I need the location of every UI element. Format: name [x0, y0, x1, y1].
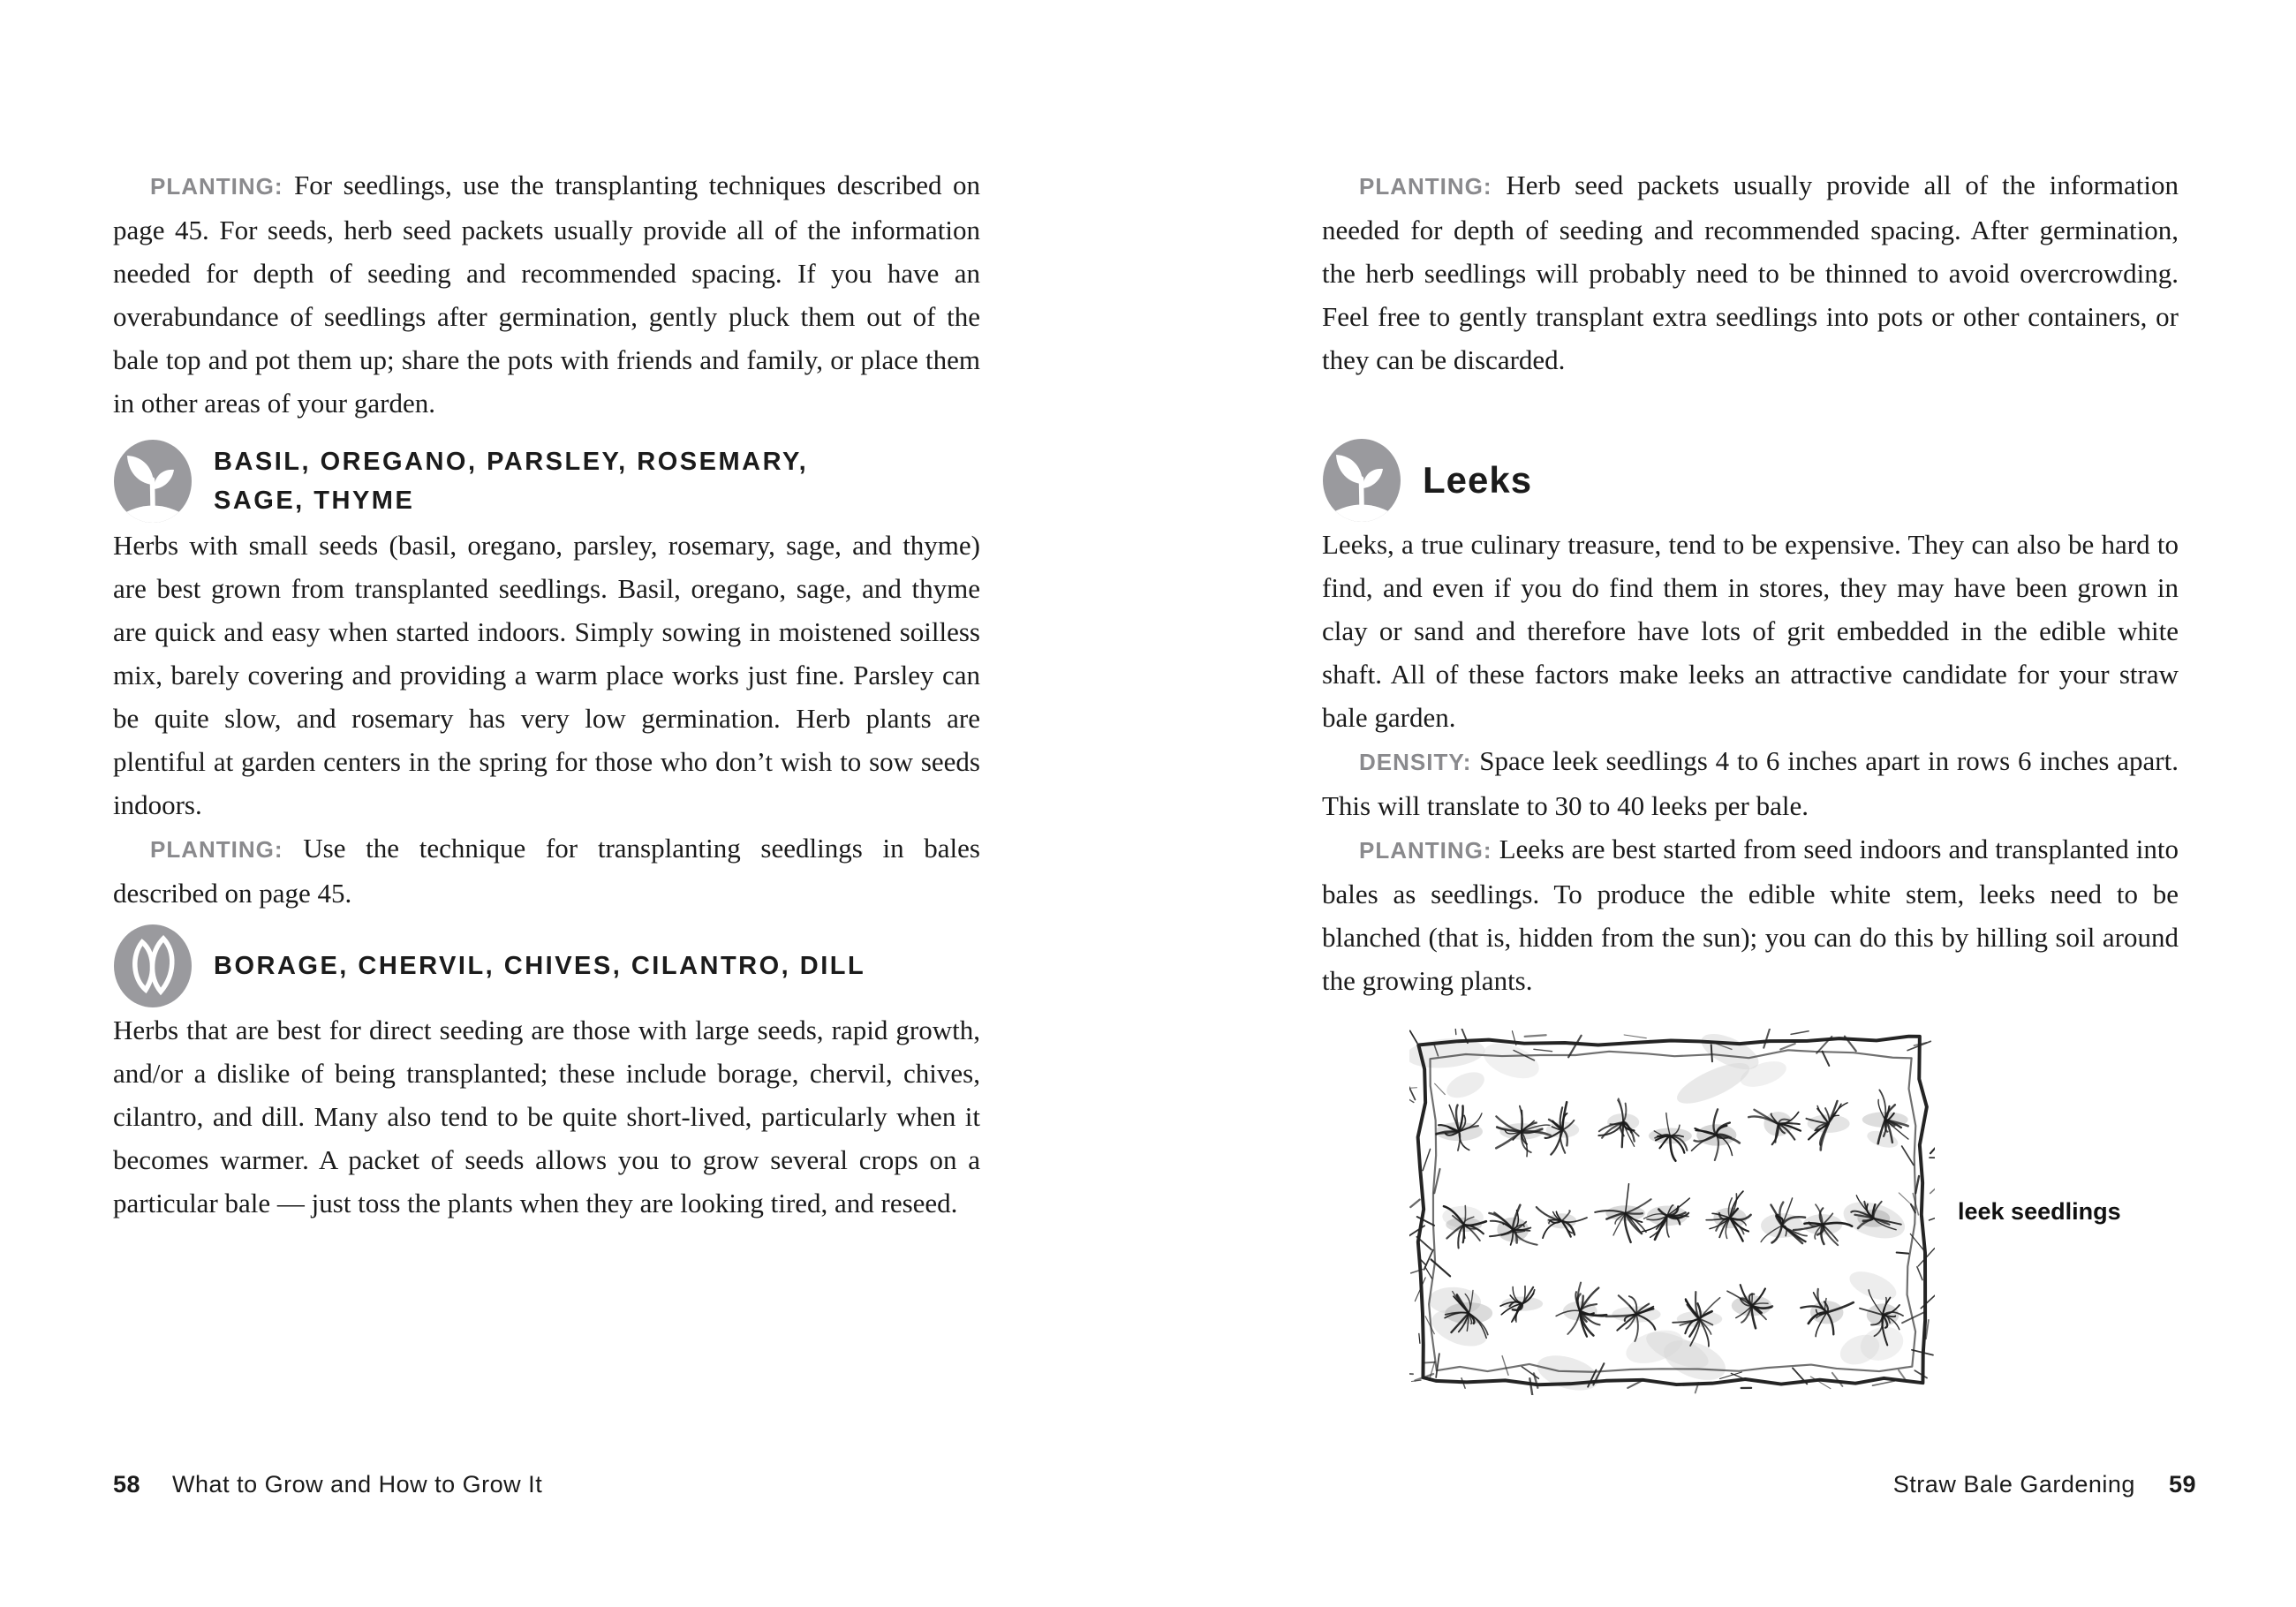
seedling-icon [113, 439, 193, 524]
straw-bale-sketch [1409, 1029, 1935, 1395]
paragraph-direct-seed-body: Herbs that are best for direct seeding are those with large seeds, rapid growth, and/or a dislike of being transplanted; these include borage, chervil, chives, cilantro, and dill. Many also tend to be quite short-lived, particularly when it becomes warmer. A packet of seeds allows you to grow several crops on a particular bale — just toss the plants when they are looking tired, and reseed. [113, 1015, 980, 1218]
figure-caption: leek seedlings [1958, 1198, 2121, 1225]
page-footer-left [113, 1471, 542, 1498]
section-header-direct-seed-herbs [113, 924, 980, 1008]
section-heading-small-seed-herbs [214, 442, 808, 520]
footer-book-title: Straw Bale Gardening [1892, 1471, 2135, 1498]
paragraph-planting-intro-right [1322, 163, 2179, 381]
paragraph-small-seed-body: Herbs with small seeds (basil, oregano, parsley, rosemary, sage, and thyme) are best grown from transplanted seedlings. Basil, oregano, sage, and thyme are quick and easy when started indoors. Simply sowing in moistened soilless mix, barely covering and providing a warm place works just fine. Parsley can be quite slow, and rosemary has very low germination. Herb plants are plentiful at garden centers in the spring for those who don’t wish to sow seeds indoors. [113, 530, 980, 820]
paragraph-small-seed-planting [113, 826, 980, 915]
page-number-left: 58 [113, 1471, 141, 1498]
seedling-icon [1322, 438, 1401, 523]
planting-text: Leeks are best started from seed indoors and transplanted into bales as seedlings. To produce the edible white stem, leeks need to be blanched (that is, hidden from the sun); you can do this by hilling soil around the growing plants. [1322, 834, 2179, 996]
planting-label: PLANTING: [150, 836, 283, 863]
page-left [113, 0, 980, 1607]
paragraph-leeks-density [1322, 739, 2179, 827]
planting-label: PLANTING: [1359, 173, 1492, 200]
planting-text: Use the technique for transplanting seedlings in bales described on page 45. [113, 833, 980, 909]
page-footer-right [1322, 1471, 2196, 1498]
density-text: Space leek seedlings 4 to 6 inches apart in rows 6 inches apart. This will translate to 30 to 40 leeks per bale. [1322, 745, 2179, 821]
seed-icon [113, 924, 193, 1008]
footer-section-title: What to Grow and How to Grow It [172, 1471, 543, 1498]
page-right [1322, 0, 2196, 1607]
section-header-small-seed-herbs [113, 439, 980, 524]
heading-line-2: SAGE, THYME [214, 487, 415, 515]
paragraph-leeks-planting [1322, 827, 2179, 1002]
paragraph-leeks-body: Leeks, a true culinary treasure, tend to be expensive. They can also be hard to find, and even if you do find them in stores, they may have been grown in clay or sand and therefore have lots of grit embedded in the edible white shaft. All of these factors make leeks an attractive candidate for your straw bale garden. [1322, 529, 2179, 733]
paragraph-planting-intro-left [113, 163, 980, 425]
planting-intro-text: Herb seed packets usually provide all of the information needed for depth of seeding and recommended spacing. After germination, the herb seedlings will probably need to be thinned to avoid overcrowding. Feel free to gently transplant extra seedlings into pots or other containers, or they can be discarded. [1322, 170, 2179, 375]
heading-line-1: BASIL, OREGANO, PARSLEY, ROSEMARY, [214, 448, 809, 476]
density-label: DENSITY: [1359, 749, 1472, 775]
section-heading-direct-seed-herbs: BORAGE, CHERVIL, CHIVES, CILANTRO, DILL [214, 952, 866, 980]
section-header-leeks [1322, 438, 2179, 523]
planting-intro-text: For seedlings, use the transplanting techniques described on page 45. For seeds, herb seed packets usually provide all of the information needed for depth of seeding and recommended spacing. If you have an overabundance of seedlings after germination, gently pluck them out of the bale top and pot them up; share the pots with friends and family, or place them in other areas of your garden. [113, 170, 980, 419]
page-number-right: 59 [2168, 1471, 2196, 1498]
planting-label: PLANTING: [150, 173, 283, 200]
leek-bale-figure [1322, 1029, 2179, 1395]
planting-label: PLANTING: [1359, 837, 1492, 864]
section-heading-leeks: Leeks [1423, 459, 1533, 501]
